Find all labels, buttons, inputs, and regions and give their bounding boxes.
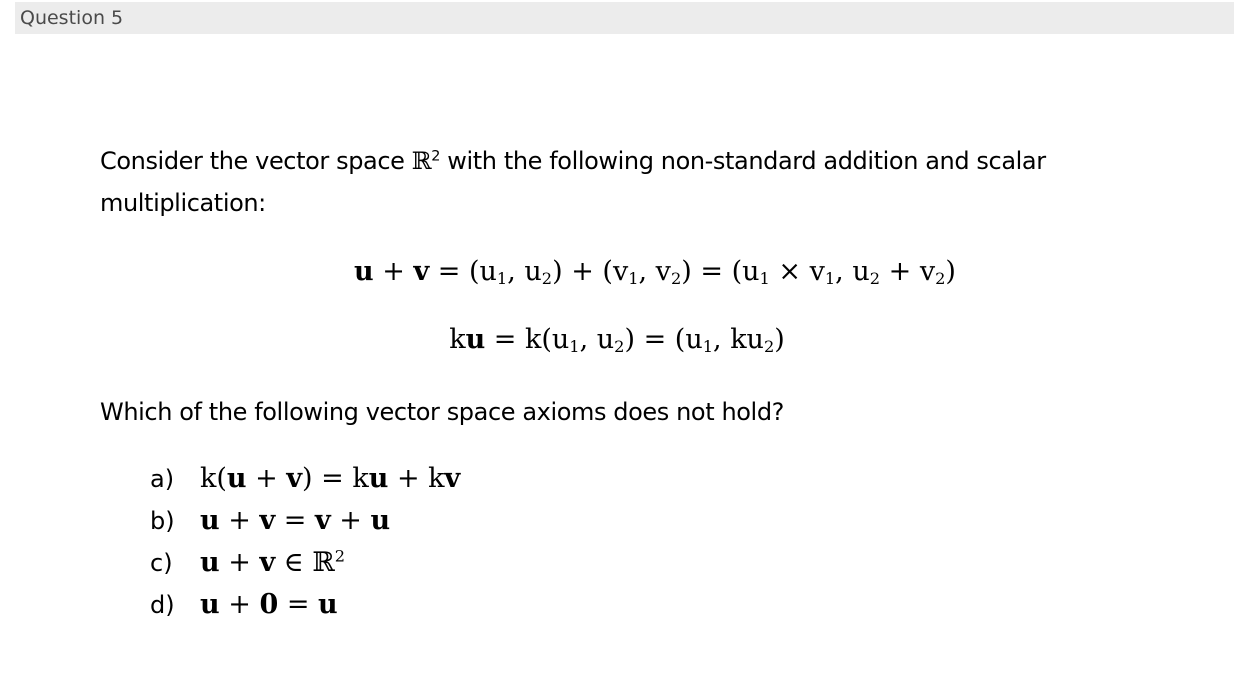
- addition-equation: $u + v = (u_1$, $u_2) + (v_1$, $v_2) = (u_1 \times v_1$, $u_2 + v_2$): [354, 256, 956, 289]
- option-expression: u + v ∈ ℝ$^2$: [200, 546, 346, 578]
- option-a[interactable]: [150, 463, 460, 503]
- question-header: [15, 2, 1234, 34]
- option-d[interactable]: [150, 589, 338, 629]
- option-expression: u + 0 = u: [200, 589, 338, 620]
- option-letter: a): [150, 465, 175, 493]
- real-numbers-symbol: ℝ: [411, 147, 432, 175]
- scalar-multiplication-equation: ku = $k(u_1$, $u_2) = (u_1$, $ku_2$): [449, 324, 785, 357]
- option-letter: d): [150, 591, 175, 619]
- option-letter: b): [150, 507, 175, 535]
- option-letter: c): [150, 549, 173, 577]
- intro-text-start: Consider the vector space: [100, 147, 412, 175]
- question-title: Question 5: [20, 7, 124, 29]
- intro-text-end: with the following non-standard addition and scalar multiplication:: [100, 147, 1046, 217]
- option-expression: u + v = v + u: [200, 505, 391, 536]
- option-c[interactable]: [150, 547, 345, 587]
- option-expression: k(u + v) = ku + kv: [200, 463, 461, 494]
- real-numbers-exponent: 2: [431, 148, 441, 165]
- option-b[interactable]: [150, 505, 390, 545]
- question-intro: [100, 140, 1160, 224]
- question-prompt: Which of the following vector space axioms does not hold?: [100, 398, 784, 426]
